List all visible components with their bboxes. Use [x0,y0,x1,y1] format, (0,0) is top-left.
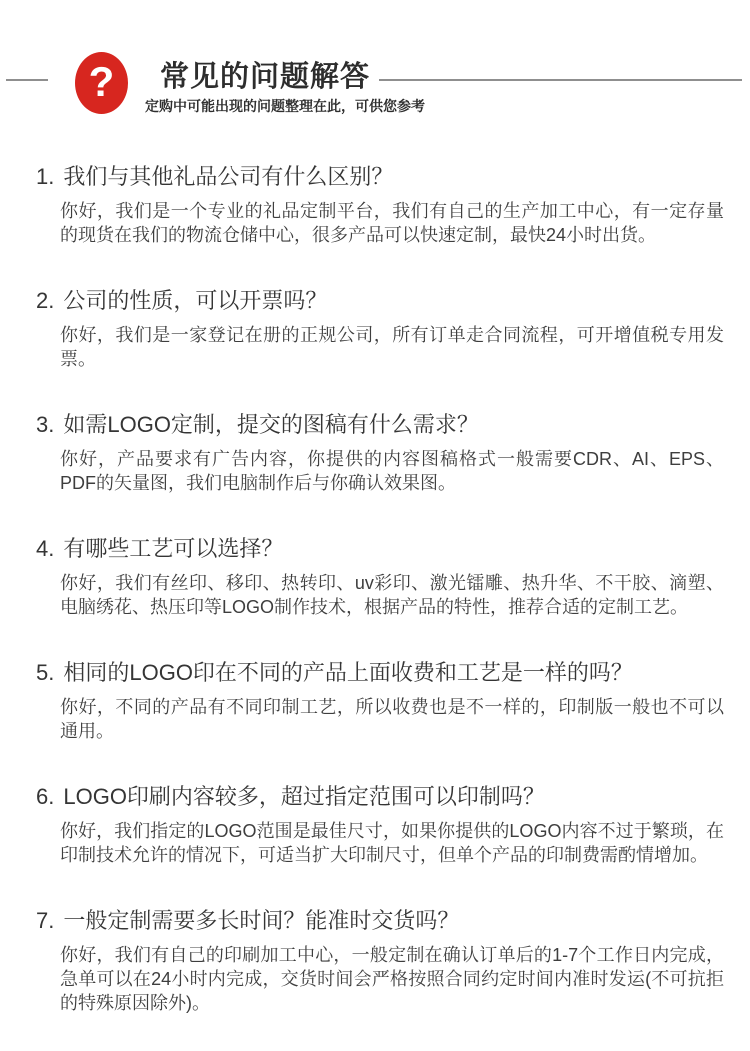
faq-item [36,411,724,495]
faq-list [0,130,750,1015]
faq-question-number: 3. [36,412,55,437]
faq-item [36,907,724,1015]
faq-answer: 你好，我们有自己的印刷加工中心，一般定制在确认订单后的1-7个工作日内完成，急单可以在24小时内完成，交货时间会严格按照合同约定时间内准时发运(不可抗拒的特殊原因除外)。 [60,945,724,1013]
faq-question [36,287,724,314]
faq-question [36,411,724,438]
faq-header [0,0,750,130]
faq-question [36,659,724,686]
faq-question-text: 一般定制需要多长时间？能准时交货吗？ [63,908,460,933]
header-right-divider [379,79,742,81]
faq-item [36,287,724,371]
faq-answer: 你好，产品要求有广告内容，你提供的内容图稿格式一般需要CDR、AI、EPS、PDF的矢量图，我们电脑制作后与你确认效果图。 [60,449,724,493]
faq-question-text: 我们与其他礼品公司有什么区别？ [63,164,394,189]
faq-question [36,535,724,562]
faq-answer: 你好，不同的产品有不同印制工艺，所以收费也是不一样的，印制版一般也不可以通用。 [60,697,724,741]
faq-question [36,907,724,934]
faq-question [36,783,724,810]
faq-answer: 你好，我们是一个专业的礼品定制平台，我们有自己的生产加工中心，有一定存量的现货在我们的物流仓储中心，很多产品可以快速定制，最快24小时出货。 [60,201,724,245]
faq-question-text: LOGO印刷内容较多，超过指定范围可以印制吗？ [63,784,545,809]
faq-item [36,163,724,247]
faq-question-text: 有哪些工艺可以选择？ [63,536,284,561]
faq-question-text: 公司的性质，可以开票吗？ [63,288,328,313]
faq-answer: 你好，我们有丝印、移印、热转印、uv彩印、激光镭雕、热升华、不干胶、滴塑、电脑绣花、热压印等LOGO制作技术，根据产品的特性，推荐合适的定制工艺。 [60,573,724,617]
faq-question-text: 如需LOGO定制，提交的图稿有什么需求？ [63,412,479,437]
faq-question-number: 5. [36,660,55,685]
faq-item [36,783,724,867]
faq-question-text: 相同的LOGO印在不同的产品上面收费和工艺是一样的吗？ [63,660,633,685]
faq-question-number: 7. [36,908,55,933]
faq-question-number: 2. [36,288,55,313]
question-mark-glyph: ? [88,58,115,105]
faq-answer: 你好，我们是一家登记在册的正规公司，所有订单走合同流程，可开增值税专用发票。 [60,325,724,369]
faq-question-number: 1. [36,164,55,189]
question-mark-icon [75,52,128,114]
faq-item [36,659,724,743]
page-title: 常见的问题解答 [160,61,371,93]
faq-item [36,535,724,619]
faq-question-number: 4. [36,536,55,561]
page-subtitle: 定购中可能出现的问题整理在此，可供您参考 [145,98,425,114]
faq-answer: 你好，我们指定的LOGO范围是最佳尺寸，如果你提供的LOGO内容不过于繁琐，在印制技术允许的情况下，可适当扩大印制尺寸，但单个产品的印制费需酌情增加。 [60,821,724,865]
faq-question-number: 6. [36,784,55,809]
header-left-divider [6,79,48,81]
faq-question [36,163,724,190]
